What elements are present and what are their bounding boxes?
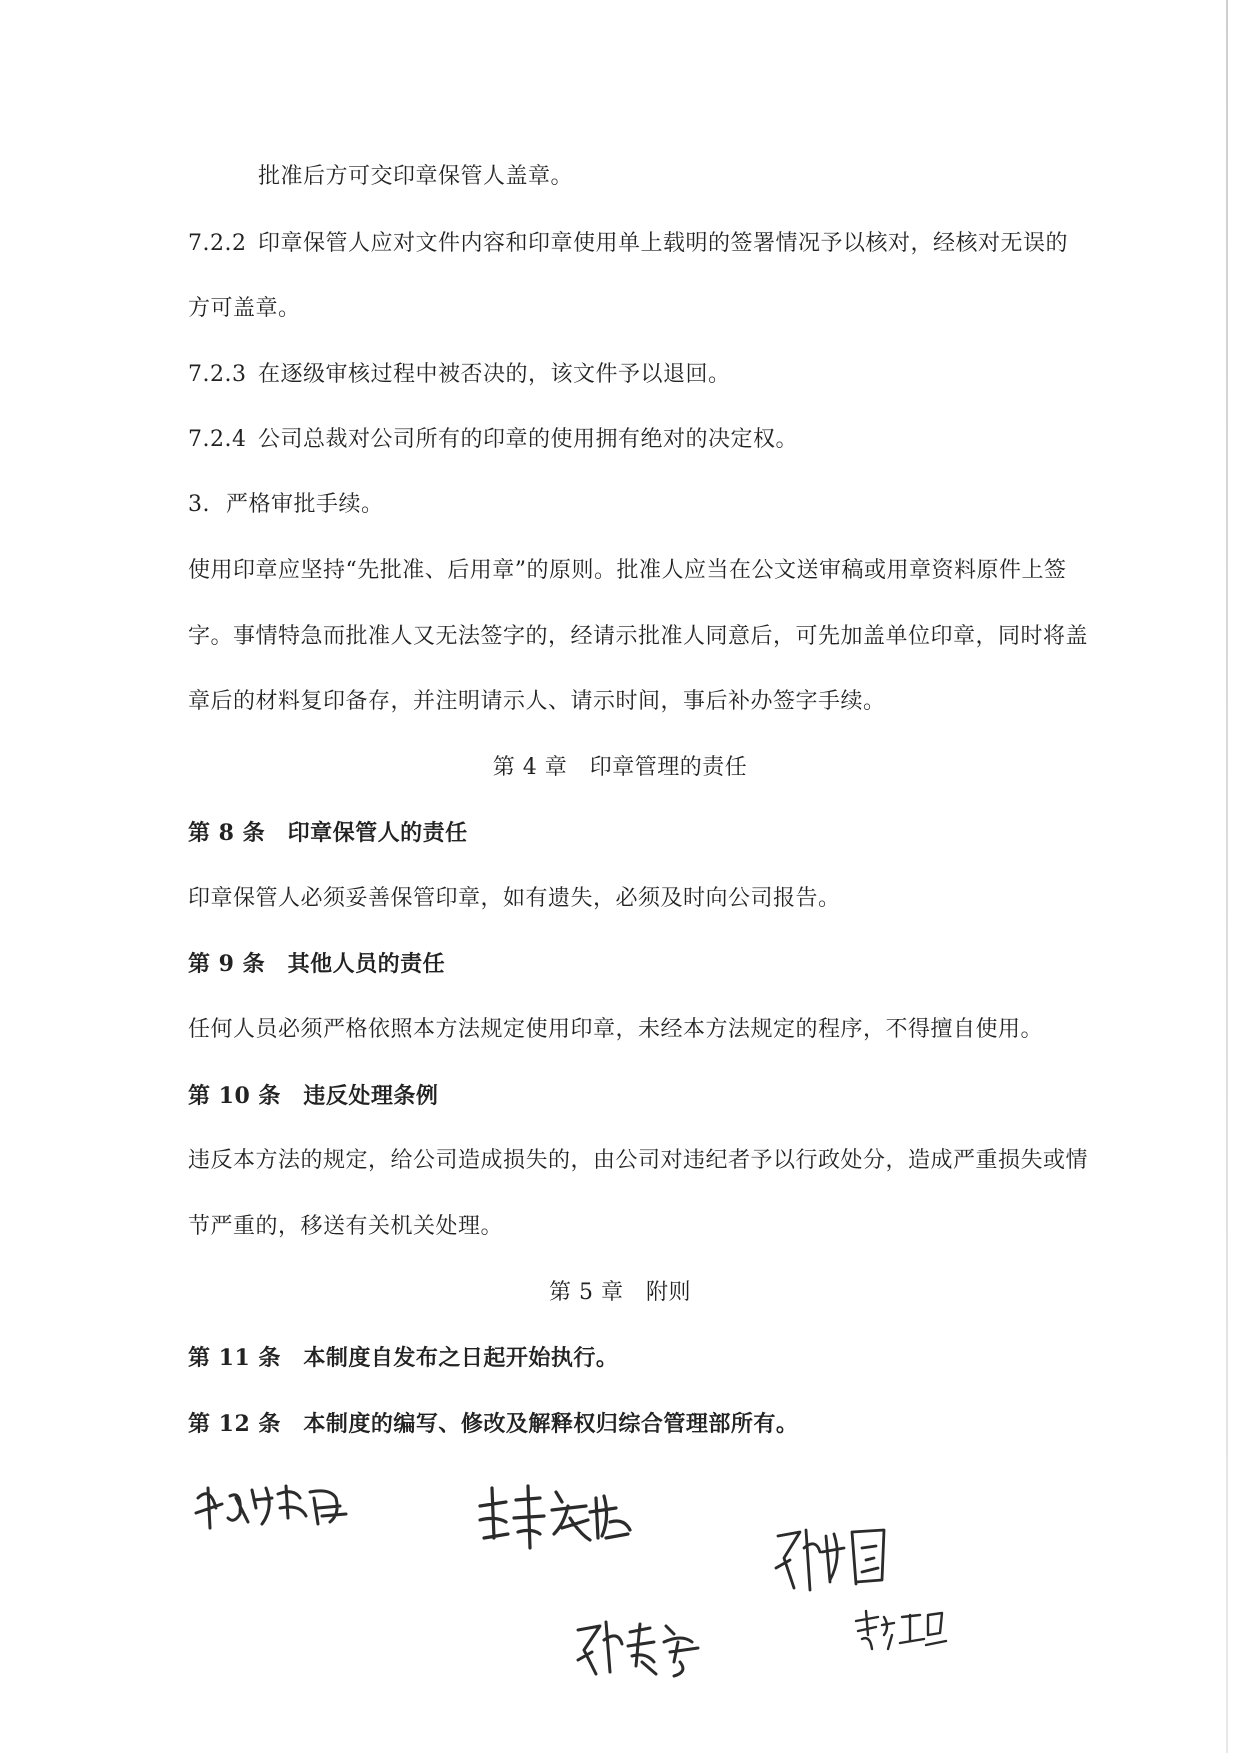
article-8-title: 第 8 条 印章保管人的责任 xyxy=(188,820,468,846)
article-12: 第 12 条 本制度的编写、修改及解释权归综合管理部所有。 xyxy=(188,1411,799,1437)
text-line xyxy=(188,162,573,192)
signature-5 xyxy=(570,1612,720,1682)
text-line xyxy=(188,622,1088,652)
article-9-title: 第 9 条 其他人员的责任 xyxy=(188,951,446,977)
line-text: 在逐级审核过程中被否决的，该文件予以退回。 xyxy=(258,362,731,387)
signature-4 xyxy=(850,1605,950,1655)
clause-number: 7.2.3 xyxy=(188,362,247,387)
line-text: 使用印章应坚持“先批准、后用章”的原则。批准人应当在公文送审稿或用章资料原件上签 xyxy=(188,558,1067,583)
line-text: 字。事情特急而批准人又无法签字的，经请示批准人同意后，可先加盖单位印章，同时将盖 xyxy=(188,624,1089,649)
article-10-body: 节严重的，移送有关机关处理。 xyxy=(188,1214,504,1239)
chapter-5-heading: 第 5 章 附则 xyxy=(549,1280,691,1305)
line-text: 严格审批手续。 xyxy=(226,492,384,517)
line-text: 印章保管人应对文件内容和印章使用单上载明的签署情况予以核对，经核对无误的 xyxy=(258,231,1069,256)
text-line xyxy=(188,360,731,390)
line-text: 公司总裁对公司所有的印章的使用拥有绝对的决定权。 xyxy=(258,427,799,452)
article-9-body: 任何人员必须严格依照本方法规定使用印章，未经本方法规定的程序，不得擅自使用。 xyxy=(188,1017,1044,1042)
signature-3 xyxy=(770,1518,900,1598)
article-10-title: 第 10 条 违反处理条例 xyxy=(188,1083,439,1109)
signature-2 xyxy=(470,1478,640,1558)
clause-number: 7.2.2 xyxy=(188,231,247,256)
chapter-4-heading: 第 4 章 印章管理的责任 xyxy=(492,755,748,780)
text-line xyxy=(188,425,798,455)
line-text: 章后的材料复印备存，并注明请示人、请示时间，事后补办签字手续。 xyxy=(188,689,886,714)
clause-number: 7.2.4 xyxy=(188,427,247,452)
text-line xyxy=(188,490,384,520)
text-line xyxy=(188,687,886,717)
line-text: 批准后方可交印章保管人盖章。 xyxy=(258,164,574,189)
article-10-body: 违反本方法的规定，给公司造成损失的，由公司对违纪者予以行政处分，造成严重损失或情 xyxy=(188,1148,1089,1173)
text-line xyxy=(188,229,1068,259)
article-8-body: 印章保管人必须妥善保管印章，如有遗失，必须及时向公司报告。 xyxy=(188,886,841,911)
signature-1 xyxy=(190,1468,360,1538)
text-line xyxy=(188,294,301,324)
clause-number: 3. xyxy=(188,492,210,517)
scan-edge-line xyxy=(1226,0,1228,1753)
line-text: 方可盖章。 xyxy=(188,296,301,321)
article-11: 第 11 条 本制度自发布之日起开始执行。 xyxy=(188,1345,619,1371)
text-line xyxy=(188,556,1067,586)
